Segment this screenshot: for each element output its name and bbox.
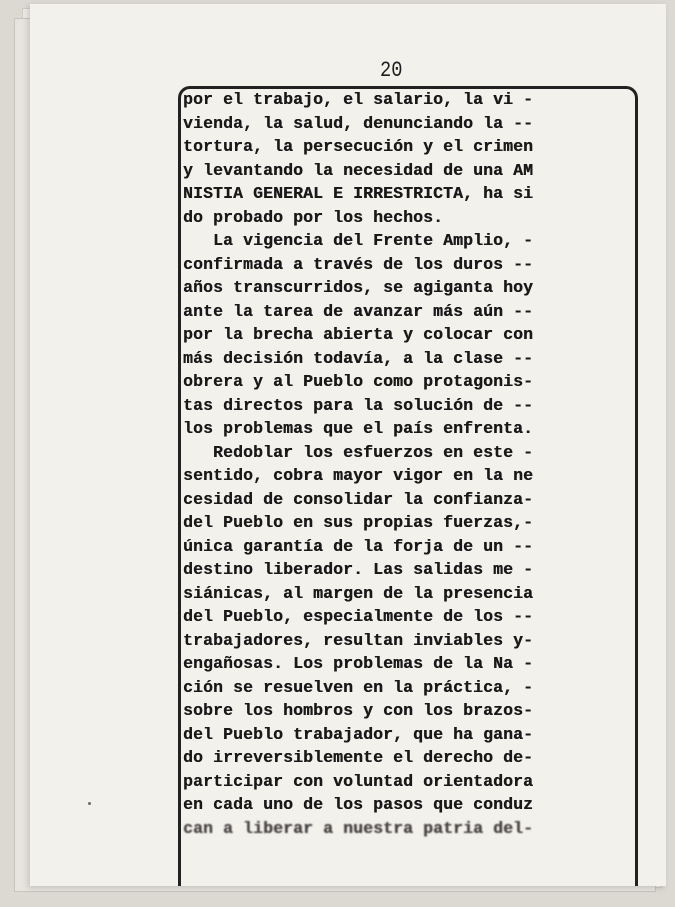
text-line: ante la tarea de avanzar más aún -- bbox=[183, 301, 534, 321]
text-line: trabajadores, resultan inviables y- bbox=[183, 630, 534, 650]
text-line: cesidad de consolidar la confianza- bbox=[183, 489, 534, 509]
text-line: los problemas que el país enfrenta. bbox=[183, 419, 534, 438]
text-line: vienda, la salud, denunciando la -- bbox=[183, 113, 534, 133]
text-line: ción se resuelven en la práctica, - bbox=[183, 677, 534, 697]
text-line: sobre los hombros y con los brazos- bbox=[183, 701, 534, 720]
text-line: por el trabajo, el salario, la vi - bbox=[183, 90, 534, 109]
text-line: del Pueblo, especialmente de los -- bbox=[183, 607, 534, 626]
text-line: por la brecha abierta y colocar con bbox=[183, 325, 534, 344]
text-line: tortura, la persecución y el crimen bbox=[183, 137, 534, 156]
ink-speck bbox=[88, 802, 91, 805]
page-number: 20 bbox=[380, 58, 403, 83]
text-line: años transcurridos, se agiganta hoy bbox=[183, 278, 534, 297]
text-line: y levantando la necesidad de una AM bbox=[183, 160, 534, 180]
text-line: participar con voluntad orientadora bbox=[183, 771, 534, 791]
text-line: sentido, cobra mayor vigor en la ne bbox=[183, 466, 534, 485]
text-line: obrera y al Pueblo como protagonis- bbox=[183, 372, 534, 391]
text-line: del Pueblo en sus propias fuerzas,- bbox=[183, 513, 534, 532]
text-line: del Pueblo trabajador, que ha gana- bbox=[183, 724, 534, 744]
text-line: can a liberar a nuestra patria del- bbox=[183, 818, 534, 838]
text-line: do irreversiblemente el derecho de- bbox=[183, 748, 534, 767]
text-line: tas directos para la solución de -- bbox=[183, 395, 534, 415]
text-line: más decisión todavía, a la clase -- bbox=[183, 348, 534, 368]
body-text bbox=[183, 88, 633, 840]
text-line: do probado por los hechos. bbox=[183, 207, 444, 227]
text-line: engañosas. Los problemas de la Na - bbox=[183, 654, 534, 673]
text-line: siánicas, al margen de la presencia bbox=[183, 583, 534, 603]
text-line: confirmada a través de los duros -- bbox=[183, 254, 534, 274]
text-line: NISTIA GENERAL E IRRESTRICTA, ha si bbox=[183, 184, 534, 203]
text-line: única garantía de la forja de un -- bbox=[183, 536, 534, 556]
text-line: Redoblar los esfuerzos en este - bbox=[183, 442, 534, 462]
text-line: La vigencia del Frente Amplio, - bbox=[183, 231, 534, 250]
text-line: en cada uno de los pasos que conduz bbox=[183, 795, 534, 814]
text-line: destino liberador. Las salidas me - bbox=[183, 560, 534, 579]
